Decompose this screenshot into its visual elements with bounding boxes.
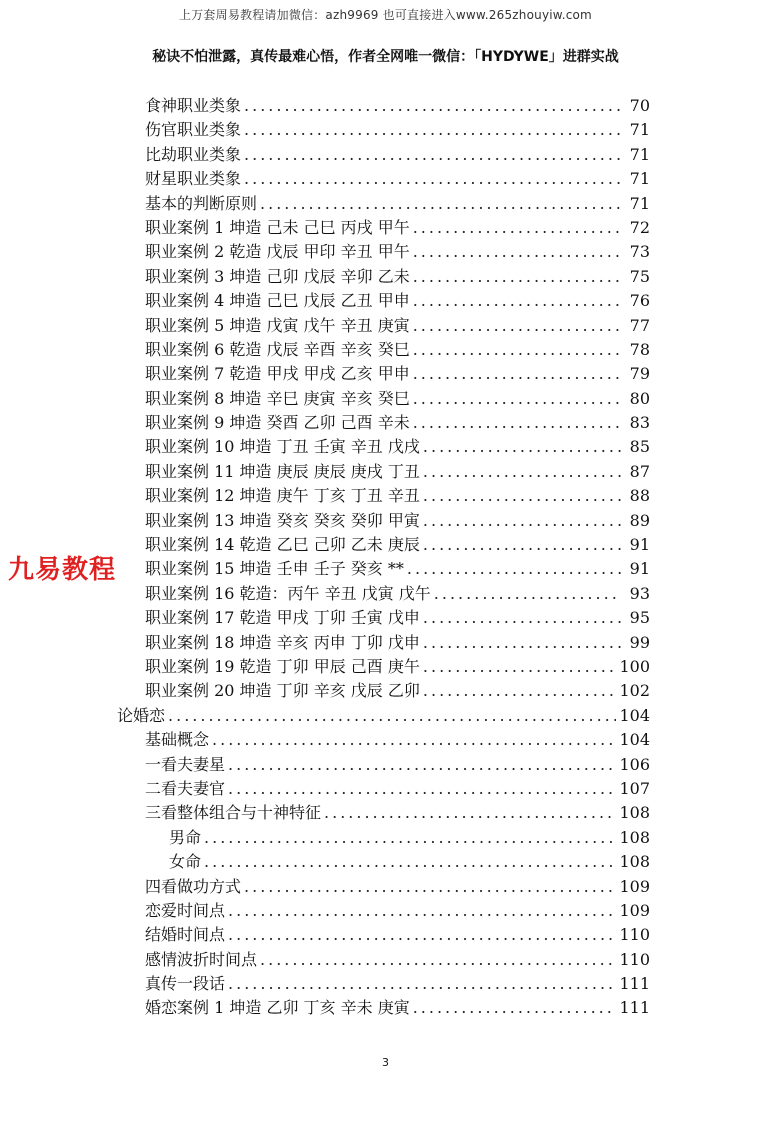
toc-entry-page: 99	[629, 632, 650, 652]
toc-entry-page: 76	[629, 291, 650, 311]
dot-leader	[260, 192, 621, 216]
toc-entry[interactable]	[117, 289, 650, 313]
toc-entry-label: 职业案例 15 坤造 壬申 壬子 癸亥 **	[145, 559, 404, 579]
toc-entry[interactable]	[117, 777, 650, 801]
dot-leader	[423, 484, 621, 508]
dot-leader	[423, 679, 617, 703]
dot-leader	[413, 387, 621, 411]
watermark-logo: 九易教程	[8, 555, 117, 585]
toc-entry[interactable]	[117, 533, 650, 557]
dot-leader	[204, 826, 616, 850]
toc-entry-label: 感情波折时间点	[145, 949, 258, 969]
toc-entry-page: 75	[629, 266, 650, 286]
toc-entry[interactable]	[117, 850, 650, 874]
dot-leader	[244, 143, 621, 167]
dot-leader	[434, 582, 621, 606]
toc-entry[interactable]	[117, 704, 650, 728]
toc-entry[interactable]	[117, 557, 650, 581]
toc-entry-page: 102	[619, 681, 650, 701]
toc-entry[interactable]	[117, 655, 650, 679]
toc-entry-page: 72	[629, 217, 650, 237]
dot-leader	[228, 923, 616, 947]
toc-entry-label: 职业案例 10 坤造 丁丑 壬寅 辛丑 戊戌	[145, 437, 420, 457]
toc-entry[interactable]	[117, 435, 650, 459]
toc-entry-page: 108	[619, 852, 650, 872]
toc-entry[interactable]	[117, 875, 650, 899]
toc-entry[interactable]	[117, 972, 650, 996]
dot-leader	[324, 801, 616, 825]
toc-entry-label: 女命	[169, 852, 202, 872]
toc-entry[interactable]	[117, 582, 650, 606]
toc-entry-label: 基础概念	[145, 730, 210, 750]
dot-leader	[204, 850, 616, 874]
toc-entry-label: 职业案例 14 乾造 乙巳 己卯 乙未 庚辰	[145, 535, 420, 555]
toc-entry-label: 男命	[169, 827, 202, 847]
toc-entry-page: 78	[629, 339, 650, 359]
toc-entry-label: 职业案例 12 坤造 庚午 丁亥 丁丑 辛丑	[145, 486, 420, 506]
toc-entry-page: 71	[629, 144, 650, 164]
toc-entry[interactable]	[117, 826, 650, 850]
toc-entry-label: 职业案例 7 乾造 甲戌 甲戌 乙亥 甲申	[145, 364, 410, 384]
dot-leader	[413, 289, 621, 313]
toc-entry[interactable]	[117, 362, 650, 386]
toc-entry-page: 83	[629, 413, 650, 433]
toc-entry[interactable]	[117, 265, 650, 289]
toc-entry-label: 职业案例 19 乾造 丁卯 甲辰 己酉 庚午	[145, 656, 420, 676]
toc-entry-page: 100	[619, 656, 650, 676]
dot-leader	[423, 606, 621, 630]
dot-leader	[413, 338, 621, 362]
toc-entry-page: 95	[629, 608, 650, 628]
dot-leader	[423, 509, 621, 533]
dot-leader	[244, 118, 621, 142]
toc-entry-label: 一看夫妻星	[145, 754, 226, 774]
toc-entry-page: 71	[629, 120, 650, 140]
toc-entry[interactable]	[117, 167, 650, 191]
dot-leader	[228, 899, 616, 923]
toc-entry-label: 四看做功方式	[145, 876, 242, 896]
toc-entry-page: 87	[629, 461, 650, 481]
toc-entry[interactable]	[117, 240, 650, 264]
dot-leader	[423, 435, 621, 459]
toc-entry-page: 111	[619, 998, 650, 1018]
toc-entry-page: 110	[619, 925, 650, 945]
toc-entry-page: 89	[629, 510, 650, 530]
toc-entry-label: 职业案例 6 乾造 戊辰 辛酉 辛亥 癸巳	[145, 339, 410, 359]
page-number: 3	[382, 1056, 389, 1069]
dot-leader	[423, 460, 621, 484]
toc-entry-label: 二看夫妻官	[145, 778, 226, 798]
dot-leader	[212, 728, 616, 752]
toc-entry[interactable]	[117, 899, 650, 923]
toc-entry-label: 职业案例 5 坤造 戊寅 戊午 辛丑 庚寅	[145, 315, 410, 335]
toc-entry-label: 职业案例 11 坤造 庚辰 庚辰 庚戌 丁丑	[145, 461, 420, 481]
dot-leader	[423, 631, 621, 655]
toc-entry[interactable]	[117, 801, 650, 825]
toc-entry-label: 职业案例 16 乾造：丙午 辛丑 戊寅 戊午	[145, 583, 431, 603]
toc-entry-page: 110	[619, 949, 650, 969]
toc-entry-page: 104	[619, 705, 650, 725]
toc-entry-page: 93	[629, 583, 650, 603]
toc-entry[interactable]	[117, 94, 650, 118]
toc-entry-page: 109	[619, 900, 650, 920]
toc-entry-label: 职业案例 4 坤造 己巳 戊辰 乙丑 甲申	[145, 291, 410, 311]
toc-entry-label: 食神职业类象	[145, 96, 242, 115]
toc-entry[interactable]	[117, 216, 650, 240]
toc-entry[interactable]	[117, 411, 650, 435]
toc-entry[interactable]	[117, 509, 650, 533]
dot-leader	[423, 655, 617, 679]
dot-leader	[413, 411, 621, 435]
toc-entry-label: 职业案例 13 坤造 癸亥 癸亥 癸卯 甲寅	[145, 510, 420, 530]
toc-entry-label: 论婚恋	[117, 705, 166, 725]
toc-entry[interactable]	[117, 387, 650, 411]
toc-entry-page: 108	[619, 827, 650, 847]
toc-entry-page: 73	[629, 242, 650, 262]
toc-entry[interactable]	[117, 631, 650, 655]
toc-entry-label: 伤官职业类象	[145, 120, 242, 140]
dot-leader	[413, 362, 621, 386]
toc-entry[interactable]	[117, 996, 650, 1020]
toc-entry-label: 职业案例 17 乾造 甲戌 丁卯 壬寅 戊申	[145, 608, 420, 628]
dot-leader	[413, 216, 621, 240]
toc-entry-page: 91	[629, 559, 650, 579]
toc-entry[interactable]	[117, 192, 650, 216]
toc-entry-page: 91	[629, 535, 650, 555]
toc-entry-page: 79	[629, 364, 650, 384]
toc-entry-page: 71	[629, 169, 650, 189]
dot-leader	[228, 972, 616, 996]
toc-entry-page: 104	[619, 730, 650, 750]
toc-entry-page: 111	[619, 974, 650, 994]
toc-entry-page: 80	[629, 388, 650, 408]
toc-entry-label: 职业案例 20 坤造 丁卯 辛亥 戊辰 乙卯	[145, 681, 420, 701]
toc-entry-label: 职业案例 2 乾造 戊辰 甲印 辛丑 甲午	[145, 242, 410, 262]
dot-leader	[423, 533, 621, 557]
toc-entry-label: 婚恋案例 1 坤造 乙卯 丁亥 辛未 庚寅	[145, 998, 410, 1018]
sub-header: 秘诀不怕泄露，真传最难心悟，作者全网唯一微信：「HYDYWE」进群实战	[152, 49, 619, 65]
toc-entry[interactable]	[117, 143, 650, 167]
toc-entry-label: 比劫职业类象	[145, 144, 242, 164]
toc-entry-label: 职业案例 18 坤造 辛亥 丙申 丁卯 戊申	[145, 632, 420, 652]
dot-leader	[407, 557, 621, 581]
dot-leader	[260, 948, 616, 972]
toc-entry[interactable]	[117, 679, 650, 703]
toc-entry-label: 三看整体组合与十神特征	[145, 803, 322, 823]
dot-leader	[244, 94, 621, 118]
toc-entry-page: 85	[629, 437, 650, 457]
toc-entry[interactable]	[117, 460, 650, 484]
dot-leader	[244, 167, 621, 191]
toc-entry-label: 恋爱时间点	[145, 900, 226, 920]
dot-leader	[228, 753, 616, 777]
toc-entry-page: 107	[619, 778, 650, 798]
toc-entry-page: 77	[629, 315, 650, 335]
dot-leader	[168, 704, 616, 728]
table-of-contents	[117, 94, 650, 1021]
toc-entry[interactable]	[117, 118, 650, 142]
toc-entry-label: 基本的判断原则	[145, 193, 258, 213]
toc-entry-label: 职业案例 8 坤造 辛巳 庚寅 辛亥 癸巳	[145, 388, 410, 408]
dot-leader	[413, 996, 617, 1020]
toc-entry-page: 71	[629, 193, 650, 213]
toc-entry-page: 70	[629, 96, 650, 115]
dot-leader	[244, 875, 616, 899]
toc-entry-label: 结婚时间点	[145, 925, 226, 945]
toc-entry[interactable]	[117, 484, 650, 508]
dot-leader	[413, 314, 621, 338]
toc-entry[interactable]	[117, 606, 650, 630]
toc-entry[interactable]	[117, 923, 650, 947]
toc-entry-page: 108	[619, 803, 650, 823]
toc-entry[interactable]	[117, 314, 650, 338]
dot-leader	[228, 777, 616, 801]
toc-entry-page: 106	[619, 754, 650, 774]
toc-entry[interactable]	[117, 728, 650, 752]
toc-entry-label: 职业案例 1 坤造 己未 己巳 丙戌 甲午	[145, 217, 410, 237]
toc-entry-page: 109	[619, 876, 650, 896]
toc-entry[interactable]	[117, 948, 650, 972]
toc-entry-label: 真传一段话	[145, 974, 226, 994]
dot-leader	[413, 240, 621, 264]
toc-entry[interactable]	[117, 338, 650, 362]
toc-entry-label: 职业案例 9 坤造 癸酉 乙卯 己酉 辛未	[145, 413, 410, 433]
dot-leader	[413, 265, 621, 289]
toc-entry-page: 88	[629, 486, 650, 506]
top-banner: 上万套周易教程请加微信：azh9969 也可直接进入www.265zhouyiw.com	[179, 8, 592, 22]
toc-entry-label: 职业案例 3 坤造 己卯 戊辰 辛卯 乙未	[145, 266, 410, 286]
toc-entry-label: 财星职业类象	[145, 169, 242, 189]
toc-entry[interactable]	[117, 753, 650, 777]
